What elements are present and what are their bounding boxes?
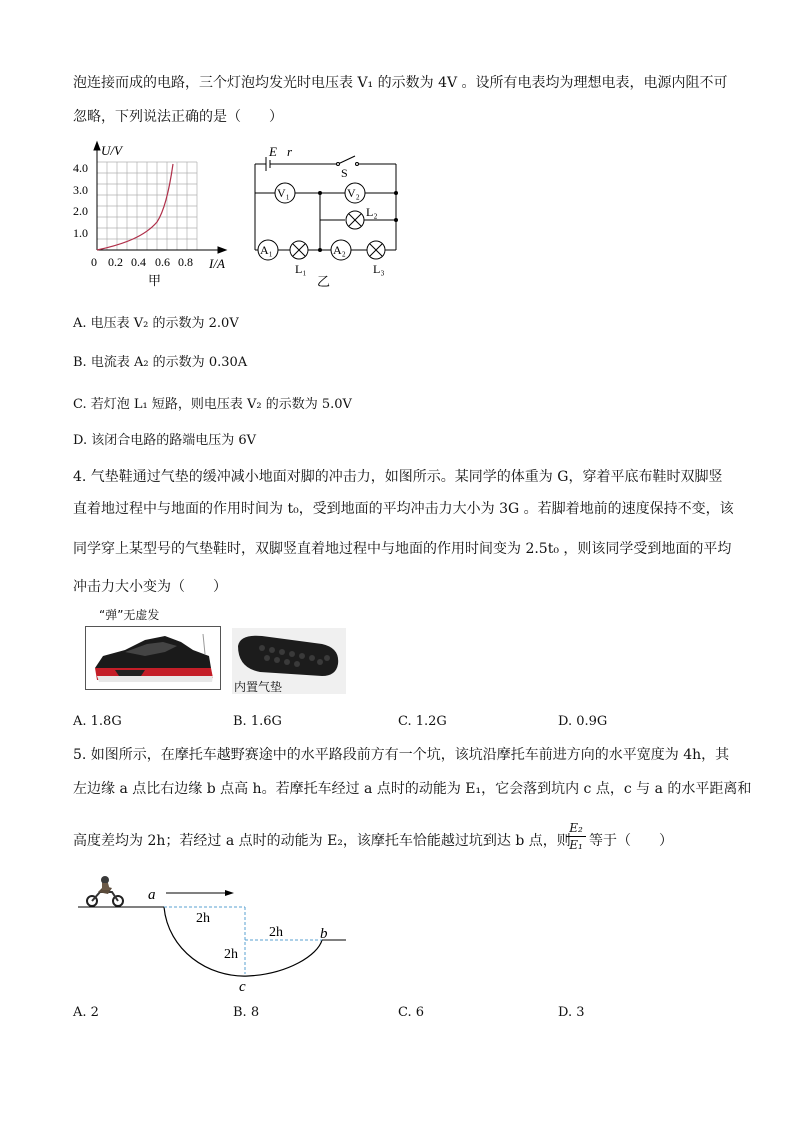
q4-stem-line4: 冲击力大小变为（ ）: [73, 579, 227, 595]
label-L3: L₃: [373, 262, 385, 276]
q5-pit-diagram: [78, 870, 358, 996]
q3-stem-line2: 忽略，下列说法正确的是（ ）: [73, 109, 283, 125]
q4-option-a: A. 1.8G: [73, 714, 122, 729]
shoe-photo-caption: “弹”无虚发: [99, 608, 160, 622]
ytick: 1.0: [73, 226, 88, 240]
xtick: 0.8: [178, 255, 193, 269]
q5-stem-line3b: 等于（ ）: [589, 833, 673, 849]
label-a: a: [148, 887, 156, 903]
ytick: 3.0: [73, 183, 88, 197]
label-A1: A₁: [260, 243, 273, 257]
label-r: r: [287, 144, 293, 159]
label-c: c: [239, 979, 246, 995]
motorcycle-icon: [87, 876, 123, 906]
q4-option-c: C. 1.2G: [398, 714, 447, 729]
q4-stem-line2: 直着地过程中与地面的作用时间为 t₀，受到地面的平均冲击力大小为 3G 。若脚着地前的速度保持不变，该: [73, 501, 734, 517]
q3-option-b: B. 电流表 A₂ 的示数为 0.30A: [73, 355, 248, 370]
q3-option-c: C. 若灯泡 L₁ 短路，则电压表 V₂ 的示数为 5.0V: [73, 397, 352, 412]
xtick: 0: [91, 255, 97, 269]
graph-caption: 甲: [148, 273, 162, 288]
label-L1: L₁: [295, 262, 307, 276]
u-i-curve: [97, 164, 173, 250]
q4-option-d: D. 0.9G: [558, 714, 608, 729]
q4-option-b: B. 1.6G: [233, 714, 282, 729]
q5-option-c: C. 6: [398, 1005, 425, 1020]
graph-ylabel: U/V: [101, 143, 122, 158]
label-L2: L₂: [366, 205, 378, 219]
ytick: 4.0: [73, 161, 88, 175]
label-E: E: [269, 144, 277, 159]
circuit-caption: 乙: [317, 274, 331, 289]
dim-2h-horizontal: 2h: [196, 911, 210, 926]
q3-option-d: D. 该闭合电路的路端电压为 6V: [73, 433, 257, 448]
xtick: 0.4: [131, 255, 146, 269]
fraction-numerator: E₂: [566, 820, 586, 837]
q3-stem-line1: 泡连接而成的电路，三个灯泡均发光时电压表 V₁ 的示数为 4V 。设所有电表均为理想电表，电源内阻不可: [73, 75, 728, 91]
q4-stem-line3: 同学穿上某型号的气垫鞋时，双脚竖直着地过程中与地面的作用时间变为 2.5t₀ ，则该同学受到地面的平均: [73, 541, 732, 557]
q5-stem-line2: 左边缘 a 点比右边缘 b 点高 h。若摩托车经过 a 点时的动能为 E₁，它会落到坑内 c 点，c 与 a 的水平距离和: [73, 781, 752, 797]
label-b: b: [320, 926, 328, 942]
ytick: 2.0: [73, 204, 88, 218]
fraction-denominator: E₁: [569, 838, 583, 852]
dim-2h-vertical: 2h: [224, 947, 238, 962]
graph-xlabel: I/A: [209, 256, 225, 271]
air-cushion-photo: [232, 628, 346, 694]
label-A2: A₂: [333, 243, 346, 257]
label-V1: V₁: [277, 186, 290, 200]
q5-fraction: [566, 820, 586, 853]
q3-option-a: A. 电压表 V₂ 的示数为 2.0V: [73, 316, 239, 331]
q5-stem-line1: 5. 如图所示，在摩托车越野赛途中的水平路段前方有一个坑，该坑沿摩托车前进方向的水平宽度为 4h，其: [73, 747, 730, 763]
q5-option-a: A. 2: [73, 1005, 99, 1020]
dim-2h-right: 2h: [269, 925, 283, 940]
q4-stem-line1: 4. 气垫鞋通过气垫的缓冲减小地面对脚的冲击力，如图所示。某同学的体重为 G，穿着平底布鞋时双脚竖: [73, 469, 723, 485]
xtick: 0.2: [108, 255, 123, 269]
q3-ui-graph: [70, 140, 240, 290]
label-V2: V₂: [347, 186, 360, 200]
q3-circuit-diagram: [245, 140, 405, 290]
q5-option-d: D. 3: [558, 1005, 585, 1020]
label-S: S: [341, 166, 348, 180]
q5-option-b: B. 8: [233, 1005, 260, 1020]
air-cushion-caption: 内置气垫: [234, 680, 283, 694]
shoe-photo: [85, 606, 221, 690]
xtick: 0.6: [155, 255, 170, 269]
q5-stem-line3a: 高度差均为 2h；若经过 a 点时的动能为 E₂，该摩托车恰能越过坑到达 b 点，则: [73, 833, 571, 849]
